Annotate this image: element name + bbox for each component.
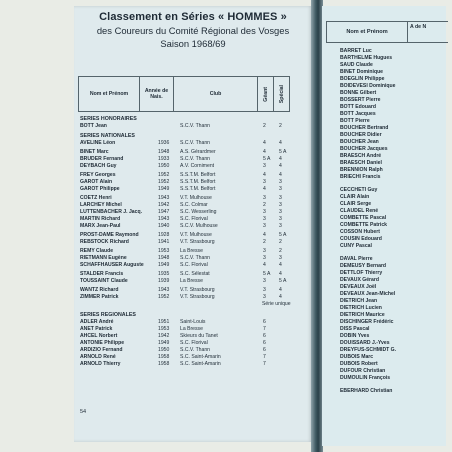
racer-name: BRAESCH André — [340, 153, 382, 159]
racer-name: DUMOULIN François — [340, 375, 391, 381]
giant-series: 2 — [263, 123, 266, 129]
racer-name: REBSTOCK Richard — [80, 239, 129, 245]
birth-year: 1947 — [158, 209, 170, 215]
right-header-name: Nom et Prénom — [326, 21, 408, 43]
club-name: S.C. Sélestat — [180, 271, 210, 277]
racer-name: DISS Pascal — [340, 326, 370, 332]
special-series: 3 — [279, 179, 282, 185]
giant-series: 3 — [263, 248, 266, 254]
racer-name: BRIECHI Francis — [340, 174, 381, 180]
racer-name: AVELINE Léon — [80, 140, 116, 146]
special-series: 4 — [279, 172, 282, 178]
club-name: V.T. Mulhouse — [180, 195, 212, 201]
racer-name: DEVEAUX Joël — [340, 284, 377, 290]
giant-series: 4 — [263, 140, 266, 146]
birth-year: 1942 — [158, 333, 170, 339]
giant-series: 7 — [263, 326, 266, 332]
racer-name: ARNOLD René — [80, 354, 116, 360]
giant-series: 6 — [263, 347, 266, 353]
racer-name: DEYBACH Guy — [80, 163, 117, 169]
giant-series: 7 — [263, 361, 266, 367]
racer-name: BONNE Gilbert — [340, 90, 377, 96]
racer-name: FREY Georges — [80, 172, 116, 178]
racer-name: BOSSERT Pierre — [340, 97, 381, 103]
racer-name: COETZ Henri — [80, 195, 112, 201]
special-series: 3 — [279, 202, 282, 208]
special-series: 4 — [279, 163, 282, 169]
racer-name: DUFOUR Christian — [340, 368, 386, 374]
birth-year: 1943 — [158, 216, 170, 222]
racer-name: GAROT Philippe — [80, 186, 120, 192]
racer-name: DEMEUSY Bernard — [340, 263, 387, 269]
special-series: 4 — [279, 156, 282, 162]
racer-name: CUNY Pascal — [340, 243, 372, 249]
birth-year: 1943 — [158, 195, 170, 201]
racer-name: BOUCHER Bertrand — [340, 125, 389, 131]
birth-year: 1949 — [158, 340, 170, 346]
birth-year: 1942 — [158, 202, 170, 208]
series-note: Série unique — [262, 301, 291, 307]
giant-series: 2 — [263, 202, 266, 208]
racer-name: BRUDER Fernand — [80, 156, 124, 162]
giant-series: 3 — [263, 255, 266, 261]
page-subtitle: des Coureurs du Comité Régional des Vosges — [96, 25, 290, 36]
racer-name: BOTT Jacques — [340, 111, 376, 117]
club-name: S.C. Wesserling — [180, 209, 217, 215]
club-name: Saint-Louis — [180, 319, 206, 325]
giant-series: 4 — [263, 232, 266, 238]
page-number: 54 — [80, 409, 87, 415]
birth-year: 1948 — [158, 255, 170, 261]
racer-name: BOEGLIN Philippe — [340, 76, 385, 82]
header-year: Année de Nais. — [140, 76, 174, 112]
birth-year: 1935 — [158, 271, 170, 277]
racer-name: ARDIZIO Fernand — [80, 347, 123, 353]
section-heading: SERIES NATIONALES — [80, 133, 135, 139]
racer-name: BINET Dominique — [340, 69, 384, 75]
racer-name: DETTLOF Thierry — [340, 270, 383, 276]
racer-name: SAUD Claude — [340, 62, 373, 68]
racer-name: RIETMANN Eugène — [80, 255, 127, 261]
birth-year: 1958 — [158, 354, 170, 360]
racer-name: BOTT Jean — [80, 123, 107, 129]
racer-name: TOUSSAINT Claude — [80, 278, 128, 284]
racer-name: BARTHELME Hugues — [340, 55, 393, 61]
club-name: S.C. Florival — [180, 216, 208, 222]
birth-year: 1943 — [158, 287, 170, 293]
giant-series: 4 — [263, 262, 266, 268]
racer-name: BOTT Edouard — [340, 104, 376, 110]
header-name: Nom et Prénom — [78, 76, 140, 112]
racer-name: DUBOIS Robert — [340, 361, 378, 367]
club-name: S.C.V. Thann — [180, 140, 211, 146]
right-header-year: A de N — [408, 21, 448, 43]
title-block — [78, 10, 308, 50]
header-club: Club — [174, 76, 258, 112]
racer-name: BOTT Pierre — [340, 118, 370, 124]
birth-year: 1952 — [158, 294, 170, 300]
special-series: 2 — [279, 248, 282, 254]
giant-series: 3 — [263, 278, 266, 284]
special-series: 2 — [279, 123, 282, 129]
birth-year: 1941 — [158, 239, 170, 245]
season-label: Saison 1968/69 — [160, 38, 226, 49]
birth-year: 1928 — [158, 232, 170, 238]
club-name: La Bresse — [180, 248, 203, 254]
page-title: Classement en Séries « HOMMES » — [99, 11, 287, 23]
club-name: S.C. Florival — [180, 262, 208, 268]
racer-name: DREYFUS-SCHMIDT G. — [340, 347, 397, 353]
birth-year: 1949 — [158, 262, 170, 268]
special-series: 5 A — [279, 232, 287, 238]
special-series: 4 — [279, 271, 282, 277]
birth-year: 1952 — [158, 172, 170, 178]
special-series: 3 — [279, 216, 282, 222]
club-name: V.T. Strasbourg — [180, 239, 215, 245]
special-series: 3 — [279, 223, 282, 229]
section-heading: SERIES HONORAIRES — [80, 116, 137, 122]
special-series: 5 A — [279, 278, 287, 284]
birth-year: 1951 — [158, 319, 170, 325]
giant-series: 4 — [263, 172, 266, 178]
racer-name: WANTZ Richard — [80, 287, 119, 293]
club-name: La Bresse — [180, 326, 203, 332]
racer-name: COMBETTE Pascal — [340, 215, 387, 221]
racer-name: CLAIR Serge — [340, 201, 372, 207]
club-name: S.S.T.M. Belfort — [180, 186, 216, 192]
header-giant: Géant — [258, 76, 274, 112]
giant-series: 4 — [263, 186, 266, 192]
birth-year: 1950 — [158, 347, 170, 353]
racer-name: REMY Claude — [80, 248, 114, 254]
racer-name: DUBOIS Marc — [340, 354, 374, 360]
club-name: S.C. Colmar — [180, 202, 208, 208]
racer-name: PROST-DAME Raymond — [80, 232, 139, 238]
racer-name: DISCHINGER Frédéric — [340, 319, 394, 325]
club-name: S.C. Saint-Amarin — [180, 361, 221, 367]
special-series: 5 A — [279, 149, 287, 155]
giant-series: 6 — [263, 319, 266, 325]
racer-name: MARX Jean-Paul — [80, 223, 121, 229]
racer-name: BRAESCH Daniel — [340, 160, 382, 166]
birth-year: 1933 — [158, 156, 170, 162]
giant-series: 6 — [263, 340, 266, 346]
racer-name: COMBETTE Patrick — [340, 222, 387, 228]
special-series: 4 — [279, 262, 282, 268]
racer-name: DIETRICH Jean — [340, 298, 378, 304]
club-name: S.S.T.M. Belfort — [180, 172, 216, 178]
section-heading: SERIES REGIONALES — [80, 312, 136, 318]
birth-year: 1953 — [158, 248, 170, 254]
giant-series: 2 — [263, 239, 266, 245]
giant-series: 3 — [263, 195, 266, 201]
birth-year: 1936 — [158, 140, 170, 146]
racer-name: ANTONIE Philippe — [80, 340, 125, 346]
header-special: Spécial — [274, 76, 290, 112]
racer-name: COSSON Hubert — [340, 229, 380, 235]
giant-series: 7 — [263, 354, 266, 360]
special-series: 3 — [279, 186, 282, 192]
club-name: S.C.V. Thann — [180, 347, 211, 353]
giant-series: 6 — [263, 333, 266, 339]
club-name: S.S.T.M. Belfort — [180, 179, 216, 185]
club-name: S.C. Saint-Amarin — [180, 354, 221, 360]
racer-name: ZIMMER Patrick — [80, 294, 119, 300]
racer-name: BOUCHER Jacques — [340, 146, 388, 152]
racer-name: SCHAFFHAUSER Auguste — [80, 262, 144, 268]
club-name: S.C.V. Thann — [180, 123, 211, 129]
club-name: S.C. Florival — [180, 340, 208, 346]
racer-name: AHCEL Norbert — [80, 333, 118, 339]
giant-series: 5 A — [263, 271, 271, 277]
giant-series: 4 — [263, 149, 266, 155]
racer-name: BARRET Luc — [340, 48, 372, 54]
racer-name: BRENNION Ralph — [340, 167, 383, 173]
giant-series: 3 — [263, 294, 266, 300]
special-series: 3 — [279, 209, 282, 215]
giant-series: 3 — [263, 287, 266, 293]
club-name: V.T. Strasbourg — [180, 287, 215, 293]
racer-name: DIETRICH Maurice — [340, 312, 385, 318]
club-name: A.V. Corniment — [180, 163, 215, 169]
racer-name: BOUCHER Jean — [340, 139, 379, 145]
birth-year: 1953 — [158, 326, 170, 332]
club-name: Skieurs du Tanet — [180, 333, 218, 339]
giant-series: 3 — [263, 163, 266, 169]
giant-series: 5 A — [263, 156, 271, 162]
birth-year: 1940 — [158, 223, 170, 229]
racer-name: DOBIN Yves — [340, 333, 370, 339]
racer-name: BOIDEVESI Dominique — [340, 83, 396, 89]
club-name: S.C.V. Thann — [180, 156, 211, 162]
racer-name: MARTIN Richard — [80, 216, 121, 222]
racer-name: CLAUDEL René — [340, 208, 379, 214]
racer-name: ADLER André — [80, 319, 114, 325]
giant-series: 3 — [263, 223, 266, 229]
special-series: 3 — [279, 195, 282, 201]
club-name: A.S. Gérardmer — [180, 149, 216, 155]
birth-year: 1958 — [158, 361, 170, 367]
special-series: 4 — [279, 287, 282, 293]
racer-name: LARCHEY Michel — [80, 202, 122, 208]
club-name: V.T. Strasbourg — [180, 294, 215, 300]
birth-year: 1952 — [158, 179, 170, 185]
racer-name: EBERHARD Christian — [340, 388, 393, 394]
racer-name: STALDER Francis — [80, 271, 124, 277]
special-series: 2 — [279, 239, 282, 245]
racer-name: BINET Marc — [80, 149, 109, 155]
racer-name: CECCHETI Guy — [340, 187, 378, 193]
special-series: 3 — [279, 255, 282, 261]
birth-year: 1939 — [158, 278, 170, 284]
racer-name: CLAIR Alain — [340, 194, 370, 200]
birth-year: 1950 — [158, 163, 170, 169]
club-name: V.T. Mulhouse — [180, 232, 212, 238]
birth-year: 1948 — [158, 149, 170, 155]
special-series: 4 — [279, 140, 282, 146]
racer-name: GAROT Alain — [80, 179, 113, 185]
giant-series: 3 — [263, 209, 266, 215]
racer-name: DAVAL Pierre — [340, 256, 373, 262]
special-series: 4 — [279, 294, 282, 300]
racer-name: ARNOLD Thierry — [80, 361, 121, 367]
racer-name: BOUCHER Didier — [340, 132, 382, 138]
racer-name: ANET Patrick — [80, 326, 113, 332]
racer-name: LUTTENBACHER J. Jacq. — [80, 209, 142, 215]
birth-year: 1949 — [158, 186, 170, 192]
racer-name: DEVAUX Gérard — [340, 277, 379, 283]
racer-name: DOUISSARD J.-Yves — [340, 340, 390, 346]
club-name: La Bresse — [180, 278, 203, 284]
racer-name: DEVEAUX Jean-Michel — [340, 291, 396, 297]
giant-series: 3 — [263, 179, 266, 185]
club-name: S.C.V. Mulhouse — [180, 223, 218, 229]
giant-series: 3 — [263, 216, 266, 222]
racer-name: COUSIN Edouard — [340, 236, 382, 242]
club-name: S.C.V. Thann — [180, 255, 211, 261]
racer-name: DIETRICH Lucien — [340, 305, 382, 311]
